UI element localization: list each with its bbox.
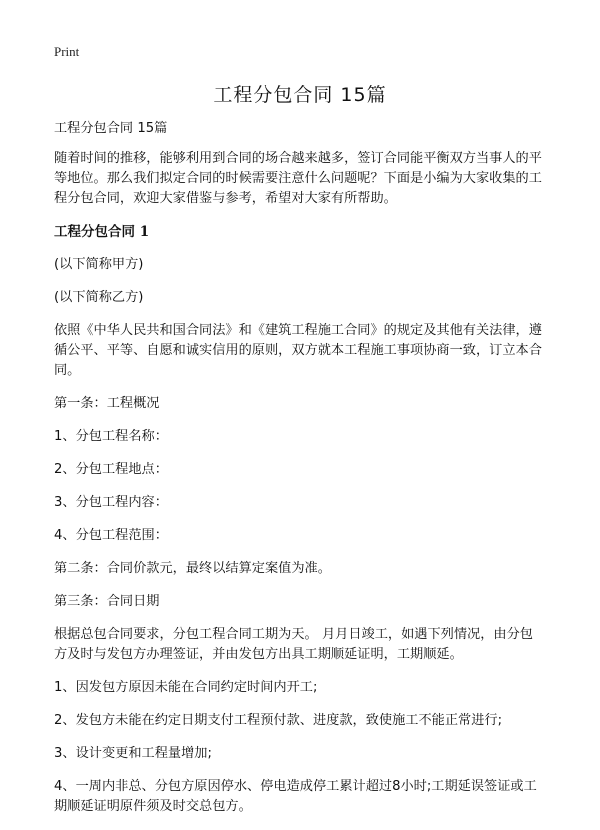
- article-3-item-3: 3、设计变更和工程量增加;: [54, 746, 212, 761]
- article-3-item-2: 2、发包方未能在约定日期支付工程预付款、进度款，致使施工不能正常进行;: [54, 713, 503, 728]
- preamble-paragraph: 依照《中华人民共和国合同法》和《建筑工程施工合同》的规定及其他有关法律，遵循公平、平等、自愿和诚实信用的原则，双方就本工程施工事项协商一致，订立本合同。: [54, 323, 542, 378]
- print-link[interactable]: Print: [54, 44, 80, 59]
- document-body: [54, 119, 546, 830]
- document-title: 工程分包合同 15篇: [213, 84, 387, 106]
- article-1-item-4: 4、分包工程范围：: [54, 528, 168, 543]
- document-subtitle: 工程分包合同 15篇: [54, 121, 168, 136]
- article-1-heading: 第一条：工程概况: [54, 396, 160, 411]
- article-2-paragraph: 第二条：合同价款元，最终以结算定案值为准。: [54, 561, 331, 576]
- article-3-paragraph: 根据总包合同要求，分包工程合同工期为天。 月月日竣工，如遇下列情况，由分包方及时与发包方办理签证，并由发包方出具工期顺延证明，工期顺延。: [54, 627, 533, 662]
- section-heading: 工程分包合同 1: [54, 224, 150, 240]
- party-b-line: (以下简称乙方): [54, 290, 144, 305]
- article-1-item-1: 1、分包工程名称：: [54, 429, 168, 444]
- article-3-item-1: 1、因发包方原因未能在合同约定时间内开工;: [54, 680, 318, 695]
- article-1-item-3: 3、分包工程内容：: [54, 495, 168, 510]
- article-3-item-4: 4、一周内非总、分包方原因停水、停电造成停工累计超过8小时;工期延误签证或工期顺延证明原件须及时交总包方。: [54, 779, 537, 814]
- party-a-line: (以下简称甲方): [54, 257, 144, 272]
- article-3-heading: 第三条：合同日期: [54, 594, 160, 609]
- article-1-item-2: 2、分包工程地点：: [54, 462, 168, 477]
- intro-paragraph: 随着时间的推移，能够利用到合同的场合越来越多，签订合同能平衡双方当事人的平等地位。那么我们拟定合同的时候需要注意什么问题呢？下面是小编为大家收集的工程分包合同，欢迎大家借鉴与参考，希望对大家有所帮助。: [54, 151, 542, 206]
